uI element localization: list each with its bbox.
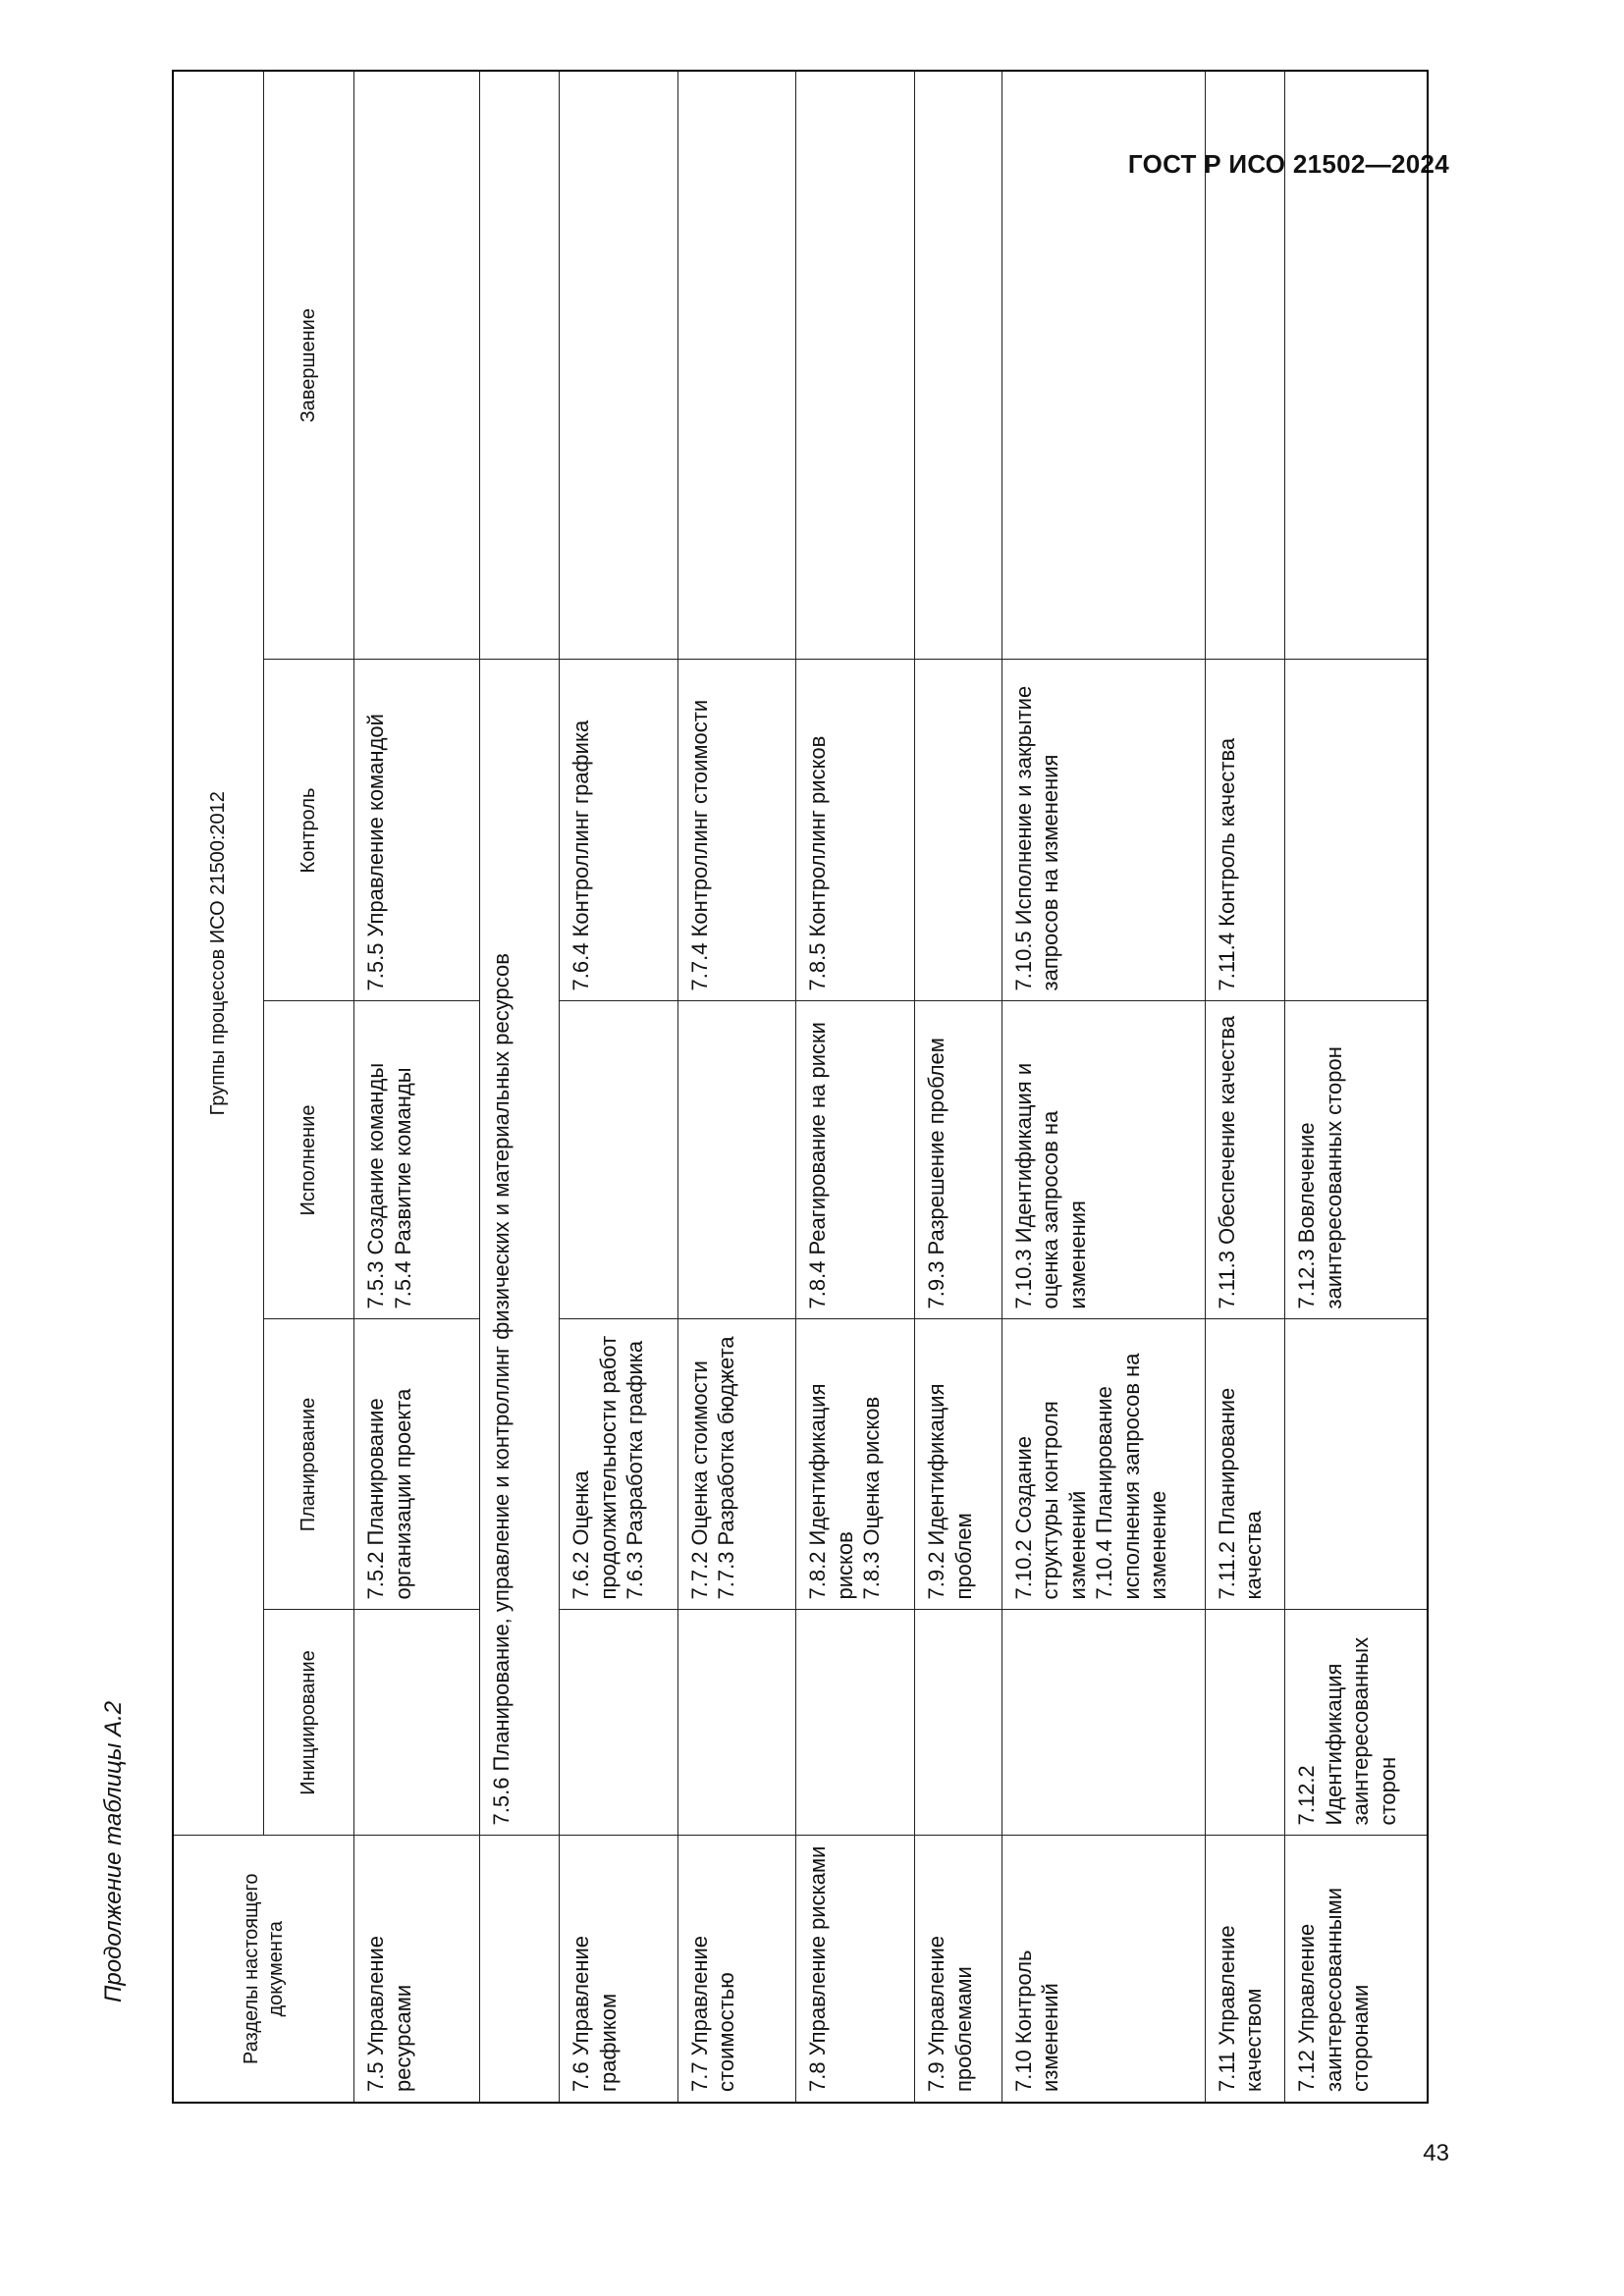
cell-line: 7.6.2 Оценка продолжительности работ xyxy=(568,1335,621,1600)
page-number: 43 xyxy=(1423,2140,1449,2166)
cell-initiating xyxy=(560,1610,678,1836)
cell-controlling: 7.7.4 Контроллинг стоимости xyxy=(677,660,796,1001)
cell-planning xyxy=(796,1319,915,1610)
cell-closing xyxy=(354,71,479,660)
cell-section: 7.6 Управление графиком xyxy=(560,1836,678,2103)
cell-controlling: 7.10.5 Исполнение и закрытие запросов на изменения xyxy=(1001,660,1205,1001)
cell-initiating xyxy=(915,1610,1002,1836)
cell-initiating xyxy=(1001,1610,1205,1836)
cell-closing xyxy=(1001,71,1205,660)
table-caption: Продолжение таблицы А.2 xyxy=(100,1700,127,2002)
header-sections: Разделы настоящего документа xyxy=(173,1836,354,2103)
cell-planning xyxy=(1285,1319,1428,1610)
header-controlling: Контроль xyxy=(264,660,354,1001)
cell-section: 7.5 Управление ресурсами xyxy=(354,1836,479,2103)
cell-implementing: 7.12.3 Вовлечение заинтересованных сторон xyxy=(1285,1001,1428,1319)
header-process-groups: Группы процессов ИСО 21500:2012 xyxy=(173,71,264,1836)
table-row xyxy=(677,71,796,2103)
table-row xyxy=(796,71,915,2103)
cell-implementing: 7.9.3 Разрешение проблем xyxy=(915,1001,1002,1319)
cell-planning: 7.5.2 Планирование организации проекта xyxy=(354,1319,479,1610)
cell-line: 7.10.4 Планирование исполнения запросов на изменение xyxy=(1092,1353,1171,1600)
cell-closing xyxy=(1205,71,1285,660)
cell-section xyxy=(479,1836,560,2103)
cell-section: 7.10 Контроль изменений xyxy=(1001,1836,1205,2103)
cell-implementing xyxy=(677,1001,796,1319)
process-groups-table xyxy=(172,70,1429,2104)
table-row xyxy=(915,71,1002,2103)
cell-implementing: 7.8.4 Реагирование на риски xyxy=(796,1001,915,1319)
cell-controlling: 7.11.4 Контроль качества xyxy=(1205,660,1285,1001)
cell-closing xyxy=(560,71,678,660)
table-row xyxy=(1001,71,1205,2103)
cell-section: 7.12 Управление заинтересованными сторонами xyxy=(1285,1836,1428,2103)
cell-section: 7.7 Управление стоимостью xyxy=(677,1836,796,2103)
cell-span: 7.5.6 Планирование, управление и контроллинг физических и материальных ресурсов xyxy=(479,660,560,1836)
cell-closing xyxy=(677,71,796,660)
cell-planning xyxy=(677,1319,796,1610)
cell-closing xyxy=(479,71,560,660)
cell-controlling: 7.8.5 Контроллинг рисков xyxy=(796,660,915,1001)
rotated-table-container xyxy=(172,72,1429,2104)
table-row xyxy=(1285,71,1428,2103)
cell-controlling: 7.5.5 Управление командой xyxy=(354,660,479,1001)
cell-closing xyxy=(796,71,915,660)
cell-planning xyxy=(560,1319,678,1610)
cell-section: 7.11 Управление качеством xyxy=(1205,1836,1285,2103)
table-row xyxy=(560,71,678,2103)
table-row xyxy=(1205,71,1285,2103)
cell-initiating xyxy=(1205,1610,1285,1836)
cell-closing xyxy=(915,71,1002,660)
cell-implementing: 7.11.3 Обеспечение качества xyxy=(1205,1001,1285,1319)
document-header: ГОСТ Р ИСО 21502—2024 xyxy=(1127,149,1449,179)
cell-line: 7.10.2 Создание структуры контроля изменений xyxy=(1010,1401,1090,1600)
cell-line: 7.7.2 Оценка стоимости xyxy=(686,1361,712,1600)
cell-initiating: 7.12.2 Идентификация заинтересованных сторон xyxy=(1285,1610,1428,1836)
cell-planning: 7.9.2 Идентификация проблем xyxy=(915,1319,1002,1610)
cell-implementing xyxy=(354,1001,479,1319)
cell-section: 7.9 Управление проблемами xyxy=(915,1836,1002,2103)
header-implementing: Исполнение xyxy=(264,1001,354,1319)
cell-line: 7.7.3 Разработка бюджета xyxy=(714,1336,739,1600)
cell-controlling xyxy=(915,660,1002,1001)
cell-controlling xyxy=(1285,660,1428,1001)
cell-line: 7.8.3 Оценка рисков xyxy=(859,1396,885,1600)
cell-planning xyxy=(1001,1319,1205,1610)
header-closing: Завершение xyxy=(264,71,354,660)
table-row xyxy=(354,71,479,2103)
cell-initiating xyxy=(354,1610,479,1836)
cell-controlling: 7.6.4 Контроллинг графика xyxy=(560,660,678,1001)
cell-line: 7.5.3 Создание команды xyxy=(363,1062,389,1309)
cell-line: 7.8.2 Идентификация рисков xyxy=(805,1383,857,1600)
cell-closing xyxy=(1285,71,1428,660)
cell-line: 7.6.3 Разработка графика xyxy=(623,1340,648,1600)
cell-initiating xyxy=(677,1610,796,1836)
header-initiating: Инициирование xyxy=(264,1610,354,1836)
header-planning: Планирование xyxy=(264,1319,354,1610)
cell-implementing xyxy=(560,1001,678,1319)
table-row xyxy=(479,71,560,2103)
cell-line: 7.5.4 Развитие команды xyxy=(390,1067,415,1309)
cell-planning: 7.11.2 Планирование качества xyxy=(1205,1319,1285,1610)
cell-section: 7.8 Управление рисками xyxy=(796,1836,915,2103)
cell-implementing: 7.10.3 Идентификация и оценка запросов на изменения xyxy=(1001,1001,1205,1319)
cell-initiating xyxy=(796,1610,915,1836)
